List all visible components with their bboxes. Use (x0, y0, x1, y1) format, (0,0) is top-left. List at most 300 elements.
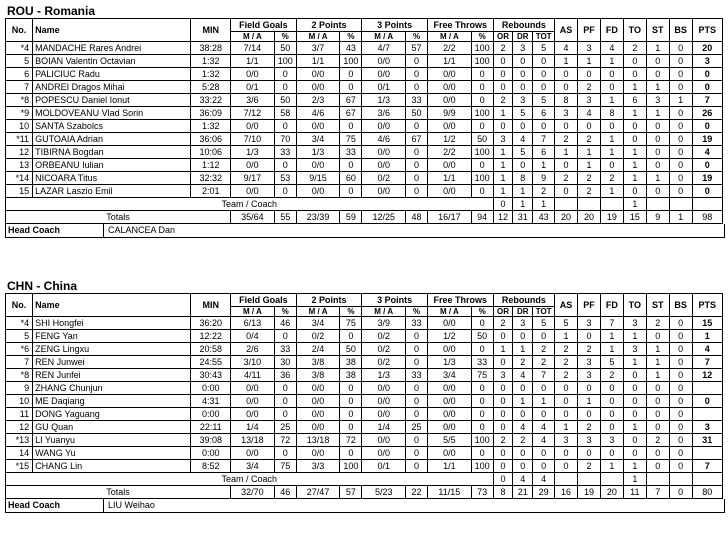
stat-fd: 4 (600, 42, 623, 55)
stat-fgp: 72 (274, 434, 296, 447)
stat-pf: 3 (578, 434, 601, 447)
stat-dr: 1 (513, 185, 533, 198)
player-name: WANG Yu (33, 447, 191, 460)
stat-p2p: 0 (340, 81, 362, 94)
stat-st: 1 (646, 172, 669, 185)
stat-p3: 0/2 (362, 172, 406, 185)
stat-fd: 1 (600, 94, 623, 107)
stat-tot: 0 (533, 460, 555, 473)
stat-bs: 0 (669, 42, 692, 55)
player-number: *4 (6, 317, 33, 330)
team-coach-row (6, 473, 723, 486)
stat-p3p: 0 (406, 68, 428, 81)
stat-p2p: 100 (340, 55, 362, 68)
stat-to: 0 (623, 434, 646, 447)
stat-st: 0 (646, 408, 669, 421)
total-bs: 0 (669, 486, 692, 499)
stat-p3: 0/1 (362, 81, 406, 94)
stat-or: 0 (493, 421, 513, 434)
header-row (6, 19, 723, 32)
stat-bs: 0 (669, 120, 692, 133)
stat-dr: 0 (513, 382, 533, 395)
stat-ft: 2/2 (427, 42, 471, 55)
stat-tot: 5 (533, 94, 555, 107)
stat-ftp: 100 (471, 434, 493, 447)
player-name: SANTA Szabolcs (33, 120, 191, 133)
col-header-field-goals: Field Goals (231, 19, 297, 32)
total-fg: 35/64 (231, 211, 275, 224)
player-name: SHI Hongfei (33, 317, 191, 330)
player-row (6, 42, 723, 55)
stat-tot: 0 (533, 81, 555, 94)
stat-ft: 1/1 (427, 460, 471, 473)
stat-min: 1:12 (191, 159, 231, 172)
empty-cell (578, 198, 601, 211)
player-name: MOLDOVEANU Vlad Sorin (33, 107, 191, 120)
stat-fg: 1/3 (231, 146, 275, 159)
col-header-dr: DR (513, 307, 533, 317)
stat-fg: 7/10 (231, 133, 275, 146)
stat-to: 0 (623, 369, 646, 382)
stat-fd: 8 (600, 107, 623, 120)
stat-p2p: 60 (340, 172, 362, 185)
stat-or: 0 (493, 382, 513, 395)
stat-min: 2:01 (191, 185, 231, 198)
total-p3: 12/25 (362, 211, 406, 224)
player-row (6, 146, 723, 159)
stat-dr: 1 (513, 395, 533, 408)
stat-as: 2 (555, 343, 578, 356)
empty-cell (600, 198, 623, 211)
stat-st: 2 (646, 434, 669, 447)
stat-as: 2 (555, 133, 578, 146)
stat-p3: 0/0 (362, 395, 406, 408)
stat-ft: 0/0 (427, 185, 471, 198)
stat-dr: 0 (513, 447, 533, 460)
stat-bs: 0 (669, 395, 692, 408)
col-header-to: TO (623, 294, 646, 317)
stat-bs: 0 (669, 460, 692, 473)
stat-ftp: 100 (471, 55, 493, 68)
col-header-percent: % (471, 307, 493, 317)
stat-min: 10:06 (191, 146, 231, 159)
stat-or: 0 (493, 447, 513, 460)
stat-ftp: 0 (471, 120, 493, 133)
stat-p2p: 100 (340, 460, 362, 473)
team-stat-dr: 4 (513, 473, 533, 486)
total-p3: 5/23 (362, 486, 406, 499)
stat-ft: 1/3 (427, 356, 471, 369)
stat-fgp: 100 (274, 55, 296, 68)
total-st: 7 (646, 486, 669, 499)
stat-ftp: 0 (471, 421, 493, 434)
stat-to: 2 (623, 42, 646, 55)
stat-tot: 0 (533, 68, 555, 81)
stat-to: 3 (623, 317, 646, 330)
stat-p3p: 0 (406, 395, 428, 408)
player-name: GUTOAIA Adrian (33, 133, 191, 146)
col-header-name: Name (33, 19, 191, 42)
stat-p2: 3/7 (296, 42, 340, 55)
player-row (6, 369, 723, 382)
player-number: 12 (6, 146, 33, 159)
player-row (6, 120, 723, 133)
player-name: LAZAR Laszio Emil (33, 185, 191, 198)
stat-dr: 4 (513, 369, 533, 382)
stat-tot: 0 (533, 408, 555, 421)
stat-fgp: 25 (274, 421, 296, 434)
total-dr: 31 (513, 211, 533, 224)
stat-dr: 1 (513, 343, 533, 356)
col-header-percent: % (274, 307, 296, 317)
stat-p2: 13/18 (296, 434, 340, 447)
stat-bs: 0 (669, 146, 692, 159)
stat-p2: 3/8 (296, 356, 340, 369)
stat-p3: 1/3 (362, 369, 406, 382)
stat-tot: 2 (533, 356, 555, 369)
stat-ftp: 100 (471, 172, 493, 185)
stat-fd: 0 (600, 159, 623, 172)
stat-pts: 0 (692, 81, 722, 94)
stat-as: 1 (555, 330, 578, 343)
stat-p2: 9/15 (296, 172, 340, 185)
stat-or: 1 (493, 107, 513, 120)
col-header-3-points: 3 Points (362, 19, 428, 32)
stat-st: 0 (646, 447, 669, 460)
stat-tot: 1 (533, 159, 555, 172)
stat-ftp: 0 (471, 317, 493, 330)
player-row (6, 395, 723, 408)
stat-fgp: 33 (274, 343, 296, 356)
stat-st: 0 (646, 55, 669, 68)
stat-p2: 0/0 (296, 447, 340, 460)
stat-ft: 0/0 (427, 408, 471, 421)
stat-tot: 0 (533, 330, 555, 343)
stat-dr: 2 (513, 434, 533, 447)
stat-pts: 12 (692, 369, 722, 382)
stat-pts (692, 447, 722, 460)
stat-bs: 0 (669, 382, 692, 395)
team-stat-to: 1 (623, 473, 646, 486)
stat-dr: 0 (513, 159, 533, 172)
stat-bs: 0 (669, 343, 692, 356)
player-name: ORBEANU Iulian (33, 159, 191, 172)
stat-as: 1 (555, 146, 578, 159)
stat-st: 1 (646, 107, 669, 120)
stat-ft: 0/0 (427, 343, 471, 356)
col-header-pf: PF (578, 19, 601, 42)
total-ftp: 94 (471, 211, 493, 224)
stat-pts: 3 (692, 55, 722, 68)
stat-fgp: 75 (274, 460, 296, 473)
stat-fg: 0/1 (231, 81, 275, 94)
stat-p2: 0/0 (296, 382, 340, 395)
stat-fg: 0/0 (231, 185, 275, 198)
stat-fg: 0/0 (231, 68, 275, 81)
player-name: PALICIUC Radu (33, 68, 191, 81)
stat-p2p: 0 (340, 159, 362, 172)
stat-min: 0:00 (191, 447, 231, 460)
stat-st: 0 (646, 159, 669, 172)
stat-as: 0 (555, 460, 578, 473)
stat-ft: 0/0 (427, 81, 471, 94)
stat-p3p: 0 (406, 330, 428, 343)
stat-fg: 0/4 (231, 330, 275, 343)
stat-p2p: 0 (340, 447, 362, 460)
stat-pf: 3 (578, 369, 601, 382)
stat-bs: 0 (669, 421, 692, 434)
player-row (6, 343, 723, 356)
col-header-to: TO (623, 19, 646, 42)
stat-as: 0 (555, 447, 578, 460)
stat-tot: 2 (533, 185, 555, 198)
stat-dr: 0 (513, 120, 533, 133)
stat-p2: 0/0 (296, 120, 340, 133)
stat-or: 0 (493, 408, 513, 421)
stat-p2: 0/2 (296, 330, 340, 343)
stat-min: 4:31 (191, 395, 231, 408)
stat-p3: 3/9 (362, 317, 406, 330)
empty-cell (669, 473, 692, 486)
stat-or: 1 (493, 159, 513, 172)
stat-fg: 4/11 (231, 369, 275, 382)
stat-pf: 2 (578, 172, 601, 185)
team-stat-or: 0 (493, 473, 513, 486)
stat-bs: 1 (669, 94, 692, 107)
stat-tot: 0 (533, 120, 555, 133)
stat-bs: 0 (669, 356, 692, 369)
player-number: *8 (6, 94, 33, 107)
col-header-made-attempted: M / A (296, 307, 340, 317)
col-header-no: No. (6, 294, 33, 317)
stat-p3: 0/0 (362, 120, 406, 133)
col-header-3-points: 3 Points (362, 294, 428, 307)
stat-or: 0 (493, 460, 513, 473)
stat-p2: 3/4 (296, 317, 340, 330)
stat-fg: 6/13 (231, 317, 275, 330)
stat-pf: 2 (578, 81, 601, 94)
stat-p3p: 0 (406, 434, 428, 447)
team-section-china (5, 279, 723, 513)
player-name: FENG Yan (33, 330, 191, 343)
stat-p3p: 50 (406, 107, 428, 120)
stat-p2p: 50 (340, 343, 362, 356)
stat-tot: 4 (533, 421, 555, 434)
total-pf: 19 (578, 486, 601, 499)
stat-ft: 1/1 (427, 172, 471, 185)
stat-p3: 4/7 (362, 42, 406, 55)
stat-pts: 0 (692, 68, 722, 81)
stat-to: 1 (623, 460, 646, 473)
stat-bs: 0 (669, 408, 692, 421)
stat-p3p: 67 (406, 133, 428, 146)
player-number: *4 (6, 42, 33, 55)
stat-pf: 2 (578, 421, 601, 434)
player-number: 15 (6, 185, 33, 198)
stat-p2: 2/3 (296, 94, 340, 107)
box-score-table (5, 293, 723, 499)
stat-ftp: 100 (471, 146, 493, 159)
player-number: 5 (6, 330, 33, 343)
stat-bs: 0 (669, 81, 692, 94)
stat-pts: 0 (692, 120, 722, 133)
stat-or: 0 (493, 81, 513, 94)
player-number: *14 (6, 172, 33, 185)
player-row (6, 408, 723, 421)
player-name: GU Quan (33, 421, 191, 434)
total-st: 9 (646, 211, 669, 224)
total-tot: 29 (533, 486, 555, 499)
total-p2: 23/39 (296, 211, 340, 224)
stat-min: 5:28 (191, 81, 231, 94)
stat-min: 38:28 (191, 42, 231, 55)
col-header-pts: PTS (692, 19, 722, 42)
stat-fgp: 0 (274, 68, 296, 81)
col-header-or: OR (493, 307, 513, 317)
stat-p2p: 75 (340, 317, 362, 330)
stat-or: 3 (493, 369, 513, 382)
player-name: NICOARA Titus (33, 172, 191, 185)
player-row (6, 447, 723, 460)
stat-st: 0 (646, 185, 669, 198)
player-name: REN Junwei (33, 356, 191, 369)
stat-ft: 0/0 (427, 68, 471, 81)
stat-pts: 1 (692, 330, 722, 343)
stat-or: 0 (493, 68, 513, 81)
stat-pf: 2 (578, 343, 601, 356)
col-header-made-attempted: M / A (362, 32, 406, 42)
stat-ftp: 75 (471, 369, 493, 382)
stat-dr: 0 (513, 460, 533, 473)
stat-p3: 0/0 (362, 447, 406, 460)
stat-fd: 7 (600, 317, 623, 330)
stat-fg: 0/0 (231, 408, 275, 421)
stat-pf: 0 (578, 120, 601, 133)
stat-fg: 0/0 (231, 382, 275, 395)
stat-p3: 0/0 (362, 146, 406, 159)
stat-ftp: 50 (471, 133, 493, 146)
col-header-dr: DR (513, 32, 533, 42)
col-header-made-attempted: M / A (231, 307, 275, 317)
col-header-bs: BS (669, 19, 692, 42)
stat-to: 3 (623, 343, 646, 356)
stat-ft: 0/0 (427, 382, 471, 395)
stat-as: 2 (555, 356, 578, 369)
stat-ft: 0/0 (427, 447, 471, 460)
stat-fgp: 0 (274, 120, 296, 133)
empty-cell (555, 198, 578, 211)
player-row (6, 94, 723, 107)
stat-as: 0 (555, 382, 578, 395)
stat-p2: 0/0 (296, 395, 340, 408)
head-coach-name: CALANCEA Dan (108, 225, 176, 235)
total-p3p: 48 (406, 211, 428, 224)
stat-fd: 0 (600, 408, 623, 421)
stat-or: 0 (493, 356, 513, 369)
head-coach-row (5, 224, 725, 238)
stat-to: 1 (623, 146, 646, 159)
empty-cell (578, 473, 601, 486)
stat-pts: 15 (692, 317, 722, 330)
col-header-made-attempted: M / A (362, 307, 406, 317)
stat-or: 2 (493, 94, 513, 107)
total-as: 16 (555, 486, 578, 499)
stat-p3p: 0 (406, 55, 428, 68)
total-pf: 20 (578, 211, 601, 224)
col-header-as: AS (555, 19, 578, 42)
player-number: 5 (6, 55, 33, 68)
stat-pts: 0 (692, 395, 722, 408)
stat-tot: 6 (533, 107, 555, 120)
stat-as: 3 (555, 434, 578, 447)
stat-tot: 2 (533, 343, 555, 356)
stat-st: 1 (646, 81, 669, 94)
stat-ftp: 100 (471, 42, 493, 55)
stat-st: 0 (646, 133, 669, 146)
stat-p3p: 0 (406, 460, 428, 473)
totals-row (6, 486, 723, 499)
stat-pts: 19 (692, 172, 722, 185)
stat-pf: 3 (578, 42, 601, 55)
total-ftp: 73 (471, 486, 493, 499)
player-name: LI Yuanyu (33, 434, 191, 447)
col-header-st: ST (646, 19, 669, 42)
stat-p3: 0/0 (362, 408, 406, 421)
stat-fg: 2/6 (231, 343, 275, 356)
stat-tot: 5 (533, 42, 555, 55)
player-number: 13 (6, 159, 33, 172)
stat-tot: 7 (533, 133, 555, 146)
stat-p2p: 67 (340, 94, 362, 107)
col-header-2-points: 2 Points (296, 19, 362, 32)
col-header-pts: PTS (692, 294, 722, 317)
stat-to: 0 (623, 447, 646, 460)
stat-p2p: 0 (340, 408, 362, 421)
stat-fg: 0/0 (231, 159, 275, 172)
stat-ft: 9/9 (427, 107, 471, 120)
stat-fgp: 50 (274, 42, 296, 55)
col-header-percent: % (340, 307, 362, 317)
total-ft: 11/15 (427, 486, 471, 499)
stat-ftp: 0 (471, 343, 493, 356)
stat-ftp: 0 (471, 447, 493, 460)
header-row (6, 294, 723, 307)
stat-p3: 0/2 (362, 330, 406, 343)
player-name: ZHANG Chunjun (33, 382, 191, 395)
player-name: DONG Yaguang (33, 408, 191, 421)
stat-p3p: 57 (406, 42, 428, 55)
stat-to: 1 (623, 421, 646, 434)
col-header-made-attempted: M / A (427, 32, 471, 42)
stat-pts: 19 (692, 133, 722, 146)
stat-fd: 1 (600, 343, 623, 356)
stat-bs: 0 (669, 107, 692, 120)
stat-ft: 0/0 (427, 421, 471, 434)
stat-fgp: 0 (274, 395, 296, 408)
stat-pts: 7 (692, 94, 722, 107)
stat-p3p: 0 (406, 356, 428, 369)
player-number: 6 (6, 68, 33, 81)
stat-st: 0 (646, 330, 669, 343)
col-header-percent: % (406, 307, 428, 317)
player-row (6, 107, 723, 120)
stat-pts: 31 (692, 434, 722, 447)
stat-min: 1:32 (191, 120, 231, 133)
totals-label: Totals (6, 211, 231, 224)
stat-or: 1 (493, 343, 513, 356)
stat-tot: 9 (533, 172, 555, 185)
stat-ft: 0/0 (427, 94, 471, 107)
